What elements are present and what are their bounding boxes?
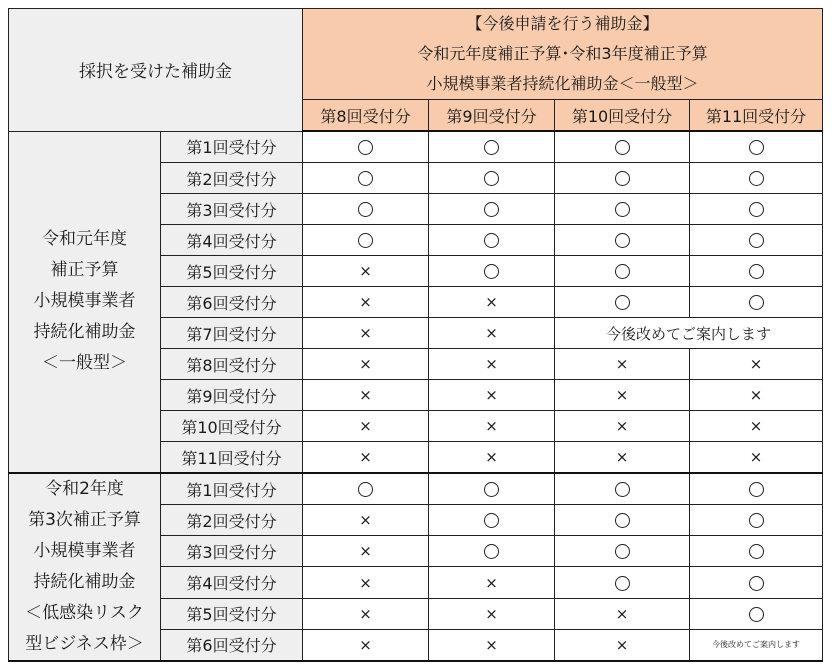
circle-icon (749, 513, 764, 528)
ineligible-mark-cell (303, 567, 429, 598)
circle-icon (615, 544, 630, 559)
future-subsidy-title-line: 小規模事業者持続化補助金＜一般型＞ (426, 74, 699, 93)
ineligible-mark-cell (303, 411, 429, 442)
cross-mark: × (359, 355, 372, 373)
cross-mark: × (359, 542, 372, 561)
eligible-mark-cell (555, 225, 690, 256)
ineligible-mark-cell (303, 318, 429, 349)
circle-icon (749, 295, 764, 310)
eligible-mark-cell (303, 131, 429, 163)
adopted-round-label: 第4回受付分 (161, 567, 303, 598)
ineligible-mark-cell (555, 629, 690, 661)
circle-icon (749, 140, 764, 155)
cross-mark: × (749, 386, 763, 404)
ineligible-mark-cell (303, 442, 429, 474)
group-label-line: 小規模事業者 (33, 291, 136, 312)
ineligible-mark-cell (429, 567, 555, 598)
eligible-mark-cell (429, 131, 555, 163)
cross-mark: × (485, 604, 498, 623)
adopted-round-label: 第7回受付分 (161, 318, 303, 349)
ineligible-mark-cell (303, 598, 429, 629)
eligible-mark-cell (429, 473, 555, 505)
cross-mark: × (359, 417, 372, 435)
circle-icon (749, 576, 764, 591)
ineligible-mark-cell (555, 442, 690, 474)
cross-mark: × (485, 635, 498, 654)
cross-mark: × (615, 604, 629, 623)
round-column-header: 第11回受付分 (690, 100, 823, 132)
ineligible-mark-cell (429, 380, 555, 411)
adopted-subsidy-group-label (9, 473, 161, 661)
circle-icon (749, 171, 764, 186)
cross-mark: × (485, 573, 498, 592)
group-label-line: 令和元年度 (42, 229, 127, 250)
future-notice-cell: 今後改めてご案内します (690, 629, 823, 661)
circle-icon (615, 576, 630, 591)
circle-icon (615, 295, 630, 310)
adopted-round-label: 第10回受付分 (161, 411, 303, 442)
adopted-round-label: 第11回受付分 (161, 442, 303, 474)
adopted-round-label: 第5回受付分 (161, 256, 303, 287)
ineligible-mark-cell (303, 629, 429, 661)
eligible-mark-cell (555, 287, 690, 318)
ineligible-mark-cell (303, 256, 429, 287)
adopted-round-label: 第4回受付分 (161, 225, 303, 256)
ineligible-mark-cell (555, 380, 690, 411)
cross-mark: × (485, 355, 498, 373)
group-label-line: 小規模事業者 (33, 541, 136, 561)
ineligible-mark-cell (690, 380, 823, 411)
eligible-mark-cell (555, 536, 690, 567)
ineligible-mark-cell (429, 598, 555, 629)
eligible-mark-cell (429, 256, 555, 287)
adopted-round-label: 第3回受付分 (161, 194, 303, 225)
eligible-mark-cell (303, 473, 429, 505)
ineligible-mark-cell (555, 349, 690, 380)
eligible-mark-cell (555, 131, 690, 163)
eligible-mark-cell (555, 567, 690, 598)
adopted-round-label: 第8回受付分 (161, 349, 303, 380)
eligible-mark-cell (429, 194, 555, 225)
eligible-mark-cell (690, 598, 823, 629)
cross-mark: × (485, 386, 498, 404)
circle-icon (484, 264, 499, 279)
ineligible-mark-cell (303, 349, 429, 380)
eligible-mark-cell (429, 505, 555, 536)
eligible-mark-cell (690, 163, 823, 194)
ineligible-mark-cell (303, 505, 429, 536)
ineligible-mark-cell (690, 442, 823, 474)
group-label-line: ＜低感染リスク (25, 603, 144, 623)
cross-mark: × (359, 324, 372, 342)
eligible-mark-cell (690, 256, 823, 287)
eligible-mark-cell (690, 131, 823, 163)
ineligible-mark-cell (429, 318, 555, 349)
cross-mark: × (485, 448, 498, 466)
cross-mark: × (749, 355, 763, 373)
eligible-mark-cell (555, 256, 690, 287)
circle-icon (484, 482, 499, 497)
circle-icon (484, 233, 499, 248)
circle-icon (749, 544, 764, 559)
adopted-round-label: 第1回受付分 (161, 131, 303, 163)
adopted-round-label: 第2回受付分 (161, 163, 303, 194)
round-column-header: 第8回受付分 (303, 100, 429, 132)
eligible-mark-cell (429, 536, 555, 567)
cross-mark: × (749, 448, 763, 466)
circle-icon (358, 171, 373, 186)
round-column-header: 第9回受付分 (429, 100, 555, 132)
eligible-mark-cell (690, 225, 823, 256)
ineligible-mark-cell (690, 349, 823, 380)
future-subsidy-title-line: 令和元年度補正予算･令和3年度補正予算 (417, 44, 708, 63)
cross-mark: × (485, 324, 498, 342)
ineligible-mark-cell (303, 536, 429, 567)
group-label-line: 持続化補助金 (33, 572, 136, 592)
circle-icon (615, 264, 630, 279)
circle-icon (358, 482, 373, 497)
circle-icon (615, 171, 630, 186)
circle-icon (749, 233, 764, 248)
ineligible-mark-cell (555, 598, 690, 629)
circle-icon (615, 233, 630, 248)
eligible-mark-cell (303, 225, 429, 256)
cross-mark: × (615, 448, 629, 466)
future-notice-cell: 今後改めてご案内します (555, 318, 823, 349)
group-label-line: 持続化補助金 (33, 322, 136, 343)
circle-icon (615, 513, 630, 528)
eligible-mark-cell (429, 163, 555, 194)
group-label-line: 第3次補正予算 (28, 510, 141, 530)
adopted-subsidy-header: 採択を受けた補助金 (9, 9, 303, 132)
cross-mark: × (359, 448, 372, 466)
eligible-mark-cell (555, 163, 690, 194)
future-subsidy-title-line: 【今後申請を行う補助金】 (466, 14, 659, 33)
circle-icon (749, 264, 764, 279)
eligible-mark-cell (303, 194, 429, 225)
eligible-mark-cell (690, 505, 823, 536)
eligible-mark-cell (690, 567, 823, 598)
circle-icon (358, 202, 373, 217)
adopted-subsidy-group-label (9, 131, 161, 473)
group-label-line: 令和2年度 (45, 479, 124, 499)
adopted-round-label: 第1回受付分 (161, 473, 303, 505)
ineligible-mark-cell (555, 411, 690, 442)
cross-mark: × (485, 293, 498, 311)
adopted-round-label: 第6回受付分 (161, 287, 303, 318)
eligible-mark-cell (690, 473, 823, 505)
cross-mark: × (615, 386, 629, 404)
adopted-round-label: 第2回受付分 (161, 505, 303, 536)
future-subsidy-header (303, 9, 823, 100)
subsidy-eligibility-table (8, 8, 823, 662)
round-column-header: 第10回受付分 (555, 100, 690, 132)
ineligible-mark-cell (429, 442, 555, 474)
circle-icon (615, 202, 630, 217)
adopted-round-label: 第3回受付分 (161, 536, 303, 567)
ineligible-mark-cell (429, 411, 555, 442)
ineligible-mark-cell (690, 411, 823, 442)
circle-icon (615, 140, 630, 155)
ineligible-mark-cell (429, 349, 555, 380)
table-row (9, 131, 823, 163)
eligible-mark-cell (303, 163, 429, 194)
cross-mark: × (359, 604, 372, 623)
eligible-mark-cell (555, 473, 690, 505)
eligible-mark-cell (690, 536, 823, 567)
group-label-line: ＜一般型＞ (42, 353, 127, 374)
ineligible-mark-cell (303, 380, 429, 411)
adopted-round-label: 第5回受付分 (161, 598, 303, 629)
table-row (9, 473, 823, 505)
adopted-round-label: 第9回受付分 (161, 380, 303, 411)
group-label-line: 補正予算 (50, 260, 119, 281)
circle-icon (749, 482, 764, 497)
ineligible-mark-cell (303, 287, 429, 318)
circle-icon (484, 171, 499, 186)
cross-mark: × (485, 417, 498, 435)
eligible-mark-cell (429, 225, 555, 256)
cross-mark: × (615, 635, 629, 654)
cross-mark: × (615, 417, 629, 435)
cross-mark: × (359, 293, 372, 311)
cross-mark: × (749, 417, 763, 435)
circle-icon (749, 607, 764, 622)
cross-mark: × (359, 386, 372, 404)
group-label-line: 型ビジネス枠＞ (25, 634, 144, 654)
ineligible-mark-cell (429, 629, 555, 661)
eligible-mark-cell (555, 505, 690, 536)
circle-icon (484, 544, 499, 559)
eligible-mark-cell (690, 287, 823, 318)
circle-icon (484, 513, 499, 528)
cross-mark: × (359, 511, 372, 530)
adopted-round-label: 第6回受付分 (161, 629, 303, 661)
cross-mark: × (359, 573, 372, 592)
cross-mark: × (359, 262, 372, 280)
cross-mark: × (359, 635, 372, 654)
circle-icon (749, 202, 764, 217)
circle-icon (358, 233, 373, 248)
ineligible-mark-cell (429, 287, 555, 318)
eligible-mark-cell (555, 194, 690, 225)
circle-icon (358, 140, 373, 155)
circle-icon (615, 482, 630, 497)
cross-mark: × (615, 355, 629, 373)
circle-icon (484, 140, 499, 155)
circle-icon (484, 202, 499, 217)
eligible-mark-cell (690, 194, 823, 225)
